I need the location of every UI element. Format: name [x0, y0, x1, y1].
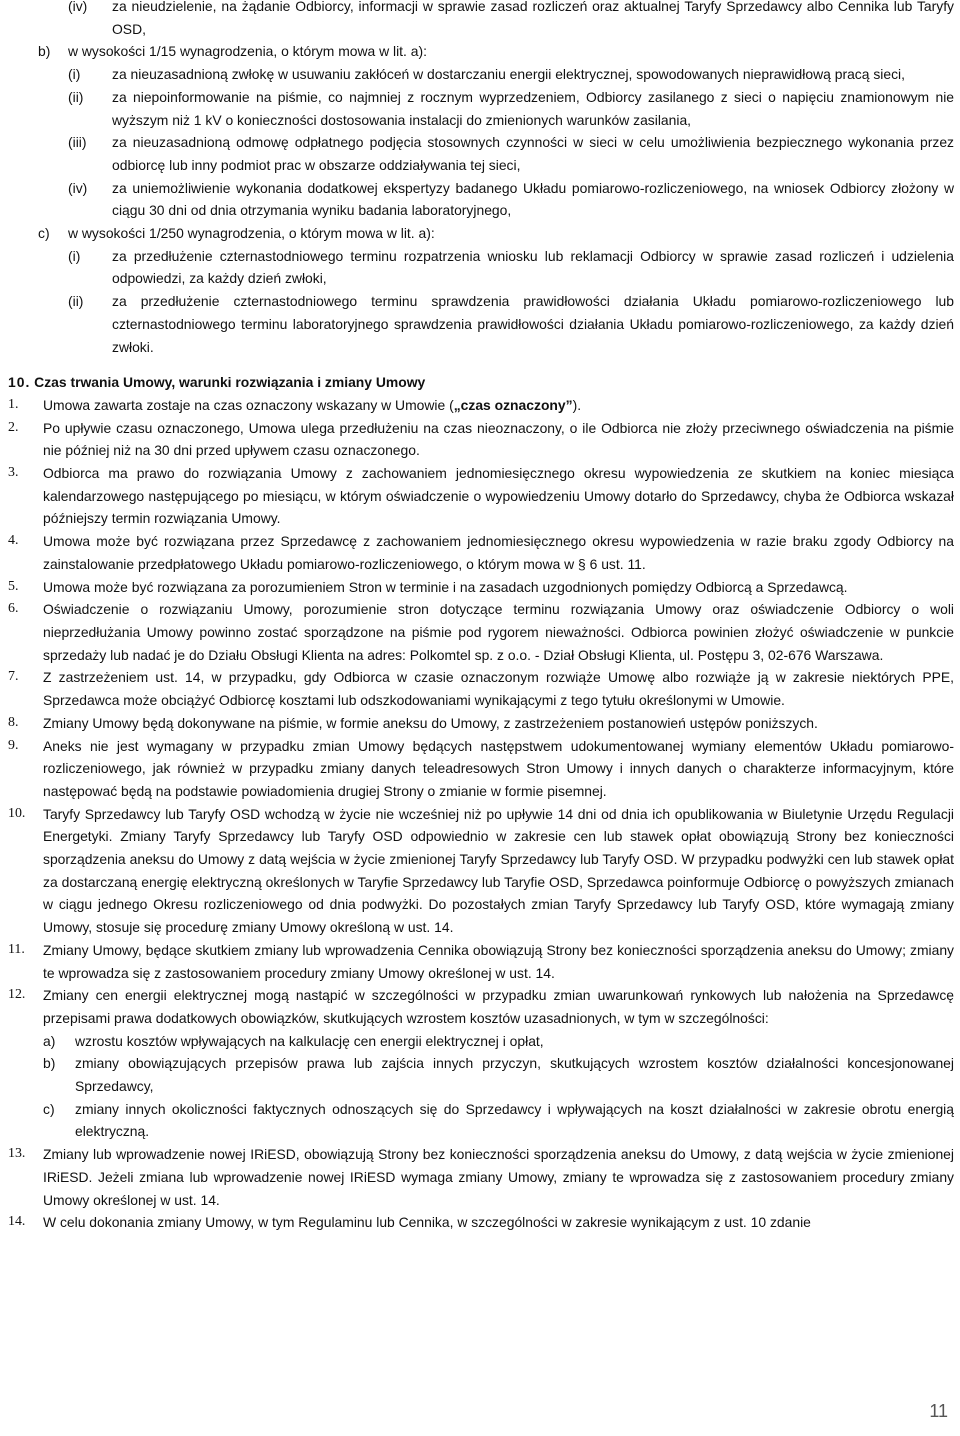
numbered-item [8, 735, 954, 803]
list-item-label: (iv) [68, 0, 88, 14]
item-text: Z zastrzeżeniem ust. 14, w przypadku, gdy Odbiorca w czasie oznaczonym rozwiąże Umowę albo rozwiąże ją w zakresie niektórych PPE, Sprzedawca może obciążyć Odbiorcę kosztami lub odszkodowaniami wynikającymi z tego tytułu określonymi w Umowie. [43, 669, 954, 709]
item-text: Umowa może być rozwiązana za porozumieniem Stron w terminie i na zasadach uzgodnionych pomiędzy Odbiorcą a Sprzedawcą. [43, 578, 848, 595]
item-number: 11. [8, 941, 25, 957]
numbered-item [8, 530, 954, 575]
section-title: Czas trwania Umowy, warunki rozwiązania i zmiany Umowy [34, 374, 426, 391]
item-letter: c) [43, 1100, 55, 1117]
item-text: Odbiorca ma prawo do rozwiązania Umowy z zachowaniem jednomiesięcznego okresu wypowiedzenia ze skutkiem na koniec miesiąca kalendarzowego następującego po miesiącu, w którym oświadczenie o wypowiedzeniu Umowy dotarło do Sprzedawcy, chyba że Odbiorca wskazał późniejszy termin rozwiązania Umowy. [43, 465, 954, 527]
list-item-text: za uniemożliwienie wykonania dodatkowej ekspertyzy badanego Układu pomiarowo-rozliczeniowego, na wniosek Odbiorcy złożony w ciągu 30 dni od dnia otrzymania wyniku badania laboratoryjnego, [112, 179, 954, 219]
list-item-label: (i) [68, 247, 81, 264]
list-item-text: za nieuzasadnioną odmowę odpłatnego podjęcia stosownych czynności w sieci w celu umożliwienia bezpiecznego wykonania przez odbiorcę lub inny podmiot prac w obszarze oddziaływania tej sieci, [112, 134, 954, 173]
item-text: Zmiany cen energii elektrycznej mogą nastąpić w szczególności w przypadku zmian uwarunkowań rynkowych lub nałożenia na Sprzedawcę przepisami prawa dodatkowych obowiązków, skutkujących wzrostem kosztów uzasadnionych, w tym w szczególności: [43, 987, 954, 1026]
list-item-c [38, 222, 954, 245]
list-item [8, 0, 954, 40]
list-item-label: (ii) [68, 293, 84, 310]
list-item-text: za przedłużenie czternastodniowego terminu rozpatrzenia wniosku lub reklamacji Odbiorcy w sprawie zasad rozliczeń i udzielenia odpowiedzi, za każdy dzień zwłoki, [112, 247, 954, 287]
item-letter: b) [43, 1055, 56, 1072]
list-item-text: za nieudzielenie, na żądanie Odbiorcy, informacji w sprawie zasad rozliczeń oraz aktualnej Taryfy Sprzedawcy albo Cennika lub Taryfy OSD, [112, 0, 954, 37]
item-number: 5. [8, 578, 19, 594]
item-number: 7. [8, 669, 19, 685]
item-number: 9. [8, 737, 19, 753]
numbered-item [8, 1211, 954, 1234]
numbered-item [8, 666, 954, 711]
item-number: 10. [8, 805, 26, 821]
list-item-label: (i) [68, 66, 81, 83]
list-item [8, 245, 954, 290]
lettered-item [8, 1098, 954, 1143]
numbered-item [8, 462, 954, 530]
item-text: Zmiany lub wprowadzenie nowej IRiESD, obowiązują Strony bez konieczności sporządzenia aneksu do Umowy, z datą wejścia w życie zmienionej IRiESD. Jeżeli zmiana lub wprowadzenie nowej IRiESD wymaga zmiany Umowy, zmiany te wprowadza się z zastosowaniem procedury zmiany Umowy określonej w ust. 14. [43, 1146, 954, 1208]
numbered-item [8, 1143, 954, 1211]
list-item-text: w wysokości 1/15 wynagrodzenia, o którym mowa w lit. a): [68, 43, 427, 60]
item-number: 6. [8, 601, 19, 617]
item-text: Umowa zawarta zostaje na czas oznaczony wskazany w Umowie ( [43, 396, 454, 413]
list-item-text: w wysokości 1/250 wynagrodzenia, o którym mowa w lit. a): [68, 225, 435, 242]
item-text: zmiany innych okoliczności faktycznych odnoszących się do Sprzedawcy i wpływających na koszt działalności w zakresie obrotu energią elektryczną. [75, 1100, 954, 1140]
list-item-text: za nieuzasadnioną zwłokę w usuwaniu zakłóceń w dostarczaniu energii elektrycznej, spowodowanych nieprawidłową pracą sieci, [112, 66, 905, 83]
item-number: 14. [8, 1214, 26, 1230]
lettered-item [8, 1030, 954, 1053]
list-item-label: (iv) [68, 179, 88, 196]
section-number: 10. [8, 374, 31, 391]
item-text: Umowa może być rozwiązana przez Sprzedawcę z zachowaniem jednomiesięcznego okresu wypowiedzenia w razie braku zgody Odbiorcy na zainstalowanie przedpłatowego Układu pomiarowo-rozliczeniowego, o którym mowa w § 6 ust. 11. [43, 533, 954, 572]
numbered-item [8, 712, 954, 735]
list-item-label: c) [38, 225, 50, 242]
numbered-item [8, 394, 954, 417]
item-text: Zmiany Umowy będą dokonywane na piśmie, w formie aneksu do Umowy, z zastrzeżeniem postanowień ustępów poniższych. [43, 714, 818, 731]
item-letter: a) [43, 1032, 56, 1049]
numbered-item [8, 417, 954, 462]
item-text: Po upływie czasu oznaczonego, Umowa ulega przedłużeniu na czas nieoznaczony, o ile Odbiorca nie złoży przeciwnego oświadczenia na piśmie nie później niż na 30 dni przed upływem czasu oznaczonego. [43, 419, 954, 459]
numbered-item [8, 598, 954, 666]
list-item-label: (iii) [68, 134, 87, 151]
list-item [8, 131, 954, 176]
numbered-item [8, 576, 954, 599]
list-item [8, 86, 954, 131]
item-number: 2. [8, 419, 19, 435]
item-text: Taryfy Sprzedawcy lub Taryfy OSD wchodzą w życie nie wcześniej niż po upływie 14 dni od dnia ich opublikowania w Biuletynie Urzędu Regulacji Energetyki. Zmiany Taryfy Sprzedawcy lub Taryfy OSD odpowiednio w zakresie cen lub stawek opłat obowiązują Strony bez konieczności sporządzenia aneksu do Umowy z datą wejścia w życie zmienionej Taryfy Sprzedawcy lub Taryfy OSD. W przypadku podwyżki cen lub stawek opłat za dostarczaną energię elektryczną określonych w Taryfie Sprzedawcy lub Taryfie OSD, Sprzedawca poinformuje Odbiorcę o powyższych zmianach w ciągu jednego Okresu rozliczeniowego od dnia podwyżki. Do pozostałych zmian Taryfy Sprzedawcy lub Taryfy OSD, które wymagają zmiany Umowy, stosuje się procedurę zmiany Umowy określoną w ust. 14. [43, 805, 954, 936]
item-number: 13. [8, 1146, 26, 1162]
item-text-bold: „czas oznaczony” [453, 396, 573, 413]
item-number: 4. [8, 533, 19, 549]
item-text: Zmiany Umowy, będące skutkiem zmiany lub wprowadzenia Cennika obowiązują Strony bez konieczności sporządzenia aneksu do Umowy; zmiany te wprowadza się z zastosowaniem procedury zmiany Umowy określonej w ust. 14. [43, 941, 954, 981]
list-item-text: za niepoinformowanie na piśmie, co najmniej z rocznym wyprzedzeniem, Odbiorcy zasilanego z sieci o napięciu znamionowym nie wyższym niż 1 kV o konieczności dostosowania instalacji do zmienionych warunków zasilania, [112, 88, 954, 128]
item-text: Oświadczenie o rozwiązaniu Umowy, porozumienie stron dotyczące terminu rozwiązania Umowy oraz oświadczenie Odbiorcy o woli nieprzedłużania Umowy powinno zostać sporządzone na piśmie pod rygorem nieważności. Odbiorca powinien złożyć oświadczenie w punkcie sprzedaży lub nadać je do Działu Obsługi Klienta na adres: Polkomtel sp. z o.o. - Dział Obsługi Klienta, ul. Postępu 3, 02-676 Warszawa. [43, 601, 954, 663]
item-number: 12. [8, 987, 26, 1003]
item-text: zmiany obowiązujących przepisów prawa lub zajścia innych przyczyn, skutkujących wzrostem kosztów działalności koncesjonowanej Sprzedawcy, [75, 1055, 954, 1095]
numbered-item [8, 984, 954, 1029]
list-item-text: za przedłużenie czternastodniowego terminu sprawdzenia prawidłowości działania Układu pomiarowo-rozliczeniowego lub czternastodniowego terminu laboratoryjnego sprawdzenia prawidłowości działania Układu pomiarowo-rozliczeniowego, za każdy dzień zwłoki. [112, 293, 954, 355]
numbered-item [8, 803, 954, 939]
item-text: W celu dokonania zmiany Umowy, w tym Regulaminu lub Cennika, w szczególności w zakresie wynikającym z ust. 10 zdanie [43, 1214, 811, 1231]
list-item-b [38, 40, 954, 63]
lettered-item [8, 1052, 954, 1097]
item-text-end: ). [572, 396, 582, 413]
item-text: wzrostu kosztów wpływających na kalkulację cen energii elektrycznej i opłat, [75, 1032, 544, 1049]
list-item [8, 290, 954, 358]
list-item [8, 177, 954, 222]
item-number: 1. [8, 396, 19, 412]
item-number: 8. [8, 714, 19, 730]
section-heading [8, 371, 954, 394]
page-number: 11 [929, 1401, 948, 1421]
list-item [8, 63, 954, 86]
list-item-label: b) [38, 43, 51, 60]
list-item-label: (ii) [68, 88, 84, 105]
item-text: Aneks nie jest wymagany w przypadku zmian Umowy będących następstwem udokumentowanej wymiany elementów Układu pomiarowo-rozliczeniowego, jak również w przypadku zmiany danych teleadresowych Stron Umowy i innych danych o charakterze informacyjnym, które następować będą na podstawie powiadomienia drugiej Strony o zmianie w formie pisemnej. [43, 737, 954, 799]
numbered-item [8, 939, 954, 984]
item-number: 3. [8, 465, 19, 481]
